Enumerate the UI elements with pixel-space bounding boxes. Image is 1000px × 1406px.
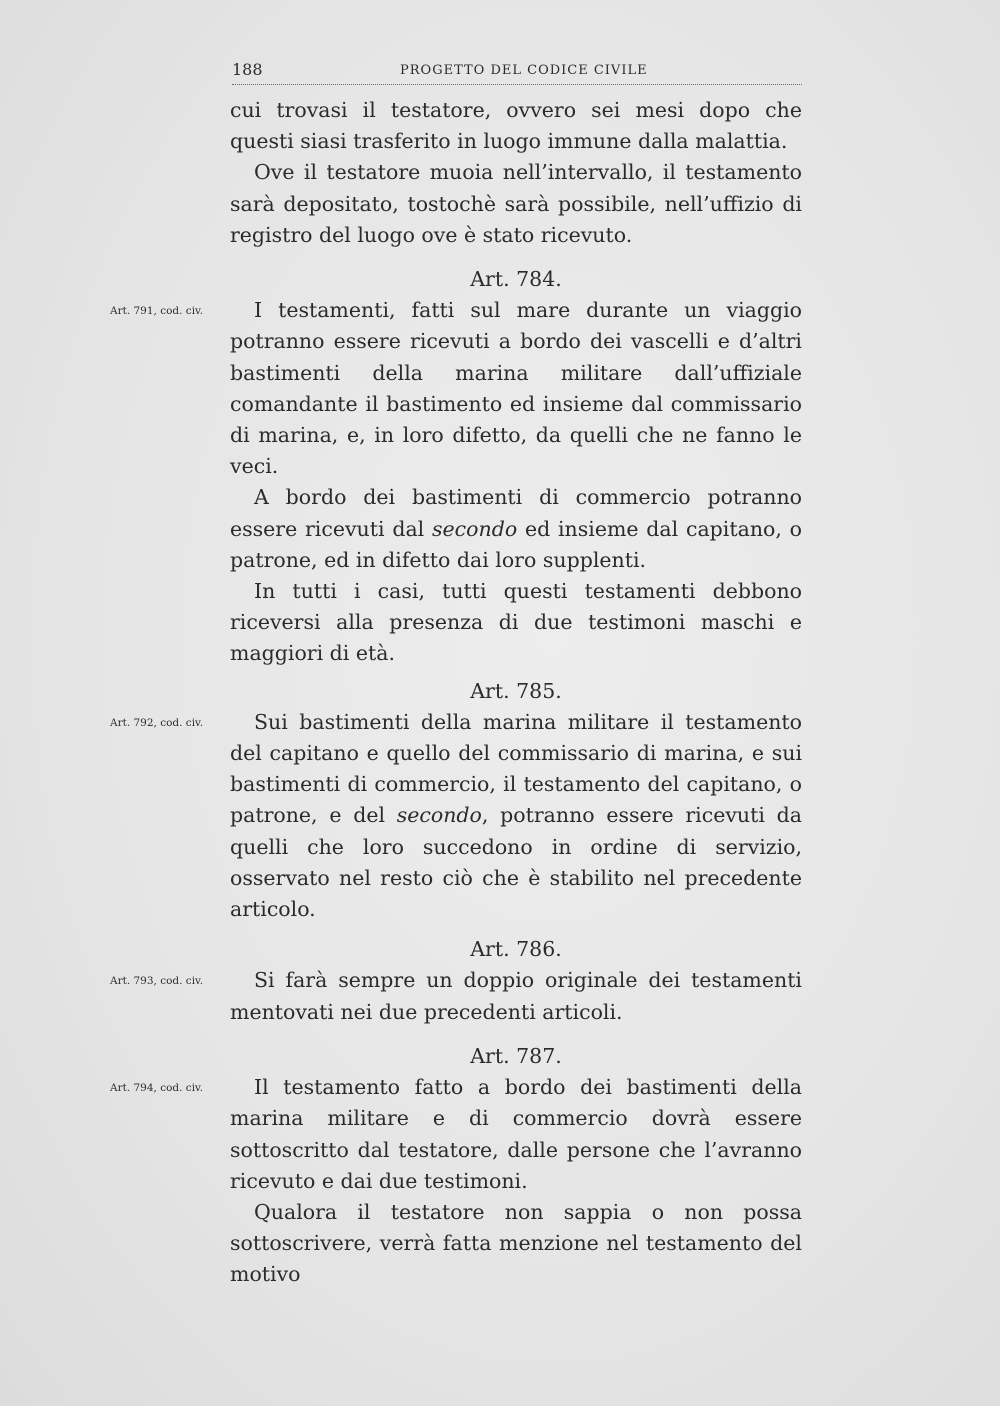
intro-paragraph-1: cui trovasi il testatore, ovvero sei mesi dopo che questi siasi trasferito in luogo immune dalla malattia. xyxy=(230,98,802,154)
marginal-note-784: Art. 791, cod. civ. xyxy=(110,305,204,318)
marginal-note-787: Art. 794, cod. civ. xyxy=(110,1082,204,1095)
article-784 xyxy=(110,295,802,669)
article-784-heading: Art. 784. xyxy=(470,267,562,292)
body-text xyxy=(110,95,802,1291)
article-786-paragraph-1: Si farà sempre un doppio originale dei testamenti mentovati nei due precedenti articoli. xyxy=(230,968,802,1024)
article-787-paragraph-2: Qualora il testatore non sappia o non possa sottoscrivere, verrà fatta menzione nel testamento del motivo xyxy=(230,1199,802,1287)
marginal-note-785: Art. 792, cod. civ. xyxy=(110,716,204,729)
italic-word: secondo xyxy=(396,803,482,828)
article-785-heading: Art. 785. xyxy=(470,678,562,703)
article-784-paragraph-3: In tutti i casi, tutti questi testamenti debbono riceversi alla presenza di due testimoni maschi e maggiori di età. xyxy=(230,579,802,666)
page-number: 188 xyxy=(232,60,263,79)
running-title: PROGETTO DEL CODICE CIVILE xyxy=(400,63,648,78)
article-784-paragraph-2: A bordo dei bastimenti di commercio potranno essere ricevuti dal secondo ed insieme dal capitano, o patrone, ed in difetto dai loro supplenti. xyxy=(230,485,802,572)
article-787-heading: Art. 787. xyxy=(470,1043,562,1068)
running-header xyxy=(232,60,802,85)
marginal-note-786: Art. 793, cod. civ. xyxy=(110,975,204,988)
article-785-paragraph-1: Sui bastimenti della marina militare il testamento del capitano e quello del commissario di marina, e sui bastimenti di commercio, il testamento del capitano, o patrone, e del secondo, potranno essere ricevuti da quelli che loro succedono in ordine di servizio, osservato nel resto ciò che è stabilito nel precedente articolo. xyxy=(230,709,802,922)
article-785 xyxy=(110,707,802,925)
article-787-paragraph-1: Il testamento fatto a bordo dei bastimenti della marina militare e di commercio dovrà essere sottoscritto dal testatore, dalle persone che l’avranno ricevuto e dai due testimoni. xyxy=(230,1075,802,1193)
article-784-paragraph-1: I testamenti, fatti sul mare durante un viaggio potranno essere ricevuti a bordo dei vascelli e d’altri bastimenti della marina militare dall’uffiziale comandante il bastimento ed insieme dal commissario di marina, e, in loro difetto, da quelli che ne fanno le veci. xyxy=(230,298,802,479)
article-786 xyxy=(110,965,802,1027)
article-787 xyxy=(110,1072,802,1290)
intro-paragraph-2: Ove il testatore muoia nell’intervallo, il testamento sarà depositato, tostochè sarà possibile, nell’uffizio di registro del luogo ove è stato ricevuto. xyxy=(230,160,802,247)
article-786-heading: Art. 786. xyxy=(470,937,562,962)
italic-word: secondo xyxy=(432,516,518,541)
